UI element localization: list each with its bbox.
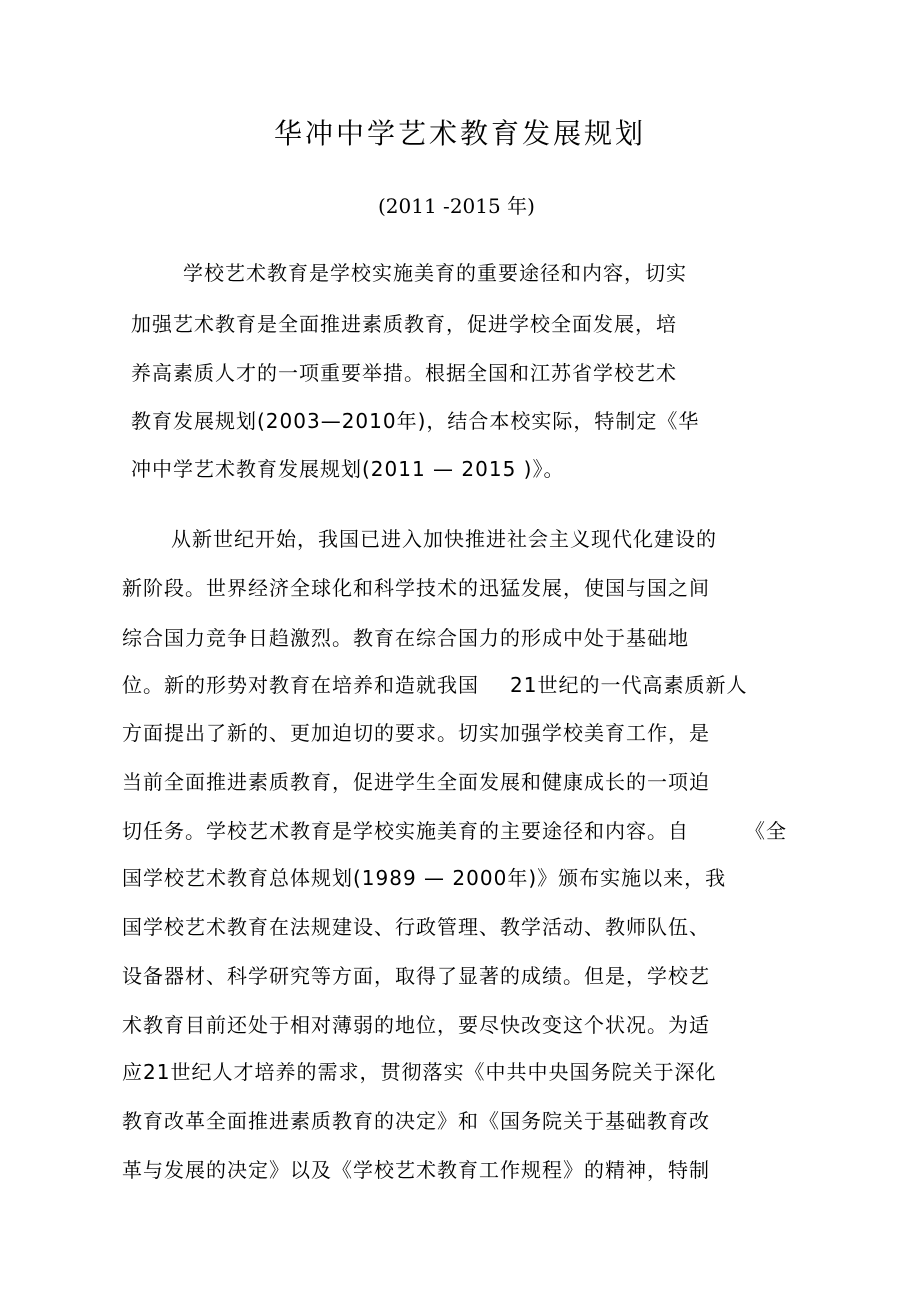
document-subtitle: (2011 -2015 年) [378, 194, 535, 218]
paragraph-1-line: 教育发展规划(2003—2010年)，结合本校实际，特制定《华 [131, 409, 700, 433]
paragraph-1-line: 加强艺术教育是全面推进素质教育，促进学校全面发展，培 [131, 312, 677, 336]
document-title: 华冲中学艺术教育发展规划 [273, 117, 646, 150]
paragraph-2-line: 国学校艺术教育总体规划(1989 — 2000年)》颁布实施以来，我 [122, 866, 727, 890]
paragraph-2-line: 术教育目前还处于相对薄弱的地位，要尽快改变这个状况。为适 [122, 1013, 710, 1037]
paragraph-2-line: 当前全面推进素质教育，促进学生全面发展和健康成长的一项迫 [122, 770, 710, 794]
paragraph-2-line-continuation: 21世纪的一代高素质新人 [510, 673, 748, 697]
paragraph-2-line: 设备器材、科学研究等方面，取得了显著的成绩。但是，学校艺 [122, 964, 710, 988]
paragraph-2-line: 从新世纪开始，我国已进入加快推进社会主义现代化建设的 [171, 527, 717, 551]
paragraph-2-line: 位。新的形势对教育在培养和造就我国 [122, 673, 479, 697]
paragraph-1-line: 冲中学艺术教育发展规划(2011 — 2015 )》。 [131, 457, 565, 481]
paragraph-2-line: 切任务。学校艺术教育是学校实施美育的主要途径和内容。自 [122, 819, 689, 843]
paragraph-2-line: 应21世纪人才培养的需求，贯彻落实《中共中央国务院关于深化 [122, 1060, 717, 1084]
paragraph-1-line: 学校艺术教育是学校实施美育的重要途径和内容，切实 [183, 261, 687, 285]
paragraph-2-line: 方面提出了新的、更加迫切的要求。切实加强学校美育工作，是 [122, 721, 710, 745]
paragraph-2-line: 革与发展的决定》以及《学校艺术教育工作规程》的精神，特制 [122, 1158, 710, 1182]
paragraph-2-line: 新阶段。世界经济全球化和科学技术的迅猛发展，使国与国之间 [122, 576, 710, 600]
paragraph-2-line: 教育改革全面推进素质教育的决定》和《国务院关于基础教育改 [122, 1109, 710, 1133]
paragraph-2-line-continuation: 《全 [745, 819, 787, 843]
paragraph-1-line: 养高素质人才的一项重要举措。根据全国和江苏省学校艺术 [131, 361, 677, 385]
paragraph-2-line: 综合国力竞争日趋激烈。教育在综合国力的形成中处于基础地 [122, 626, 689, 650]
paragraph-2-line: 国学校艺术教育在法规建设、行政管理、教学活动、教师队伍、 [122, 915, 710, 939]
